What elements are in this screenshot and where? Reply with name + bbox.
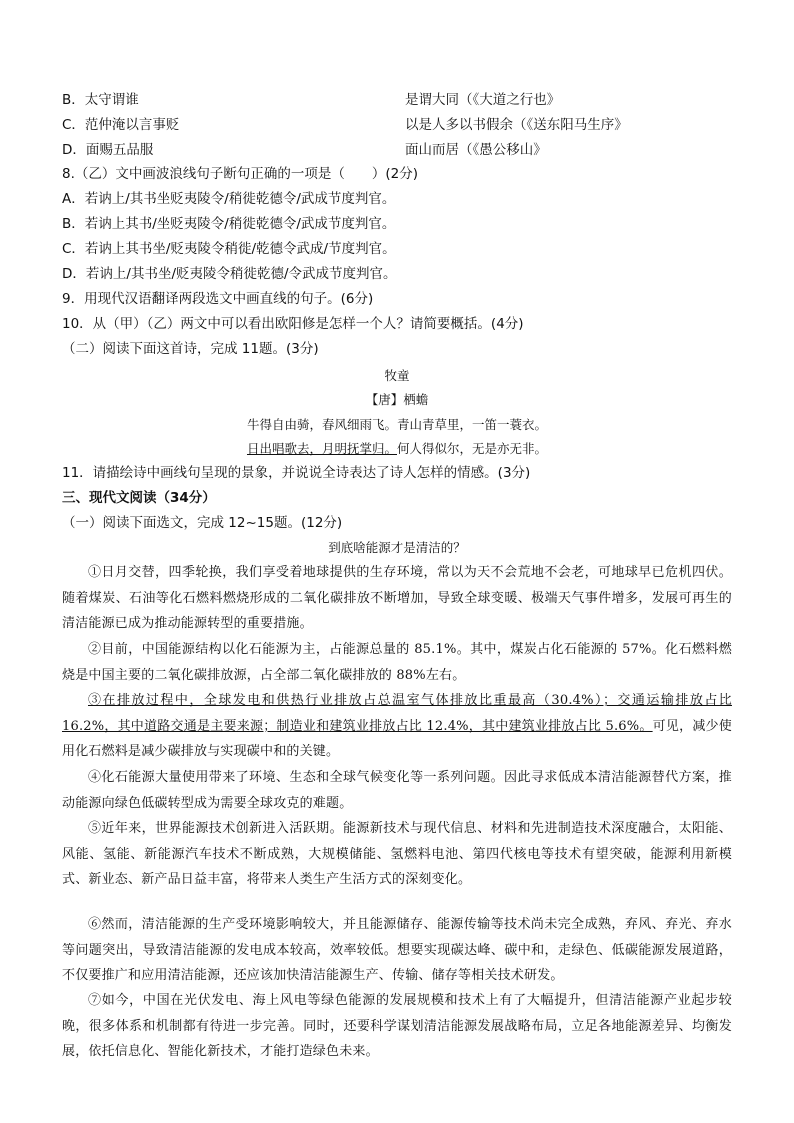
q8-option-c: C．若讷上其书坐/贬夷陵令稍徙/乾德令武成/节度判官。: [62, 241, 396, 257]
poem-line-1: 牛得自由骑，春风细雨飞。青山青草里，一笛一蓑衣。: [246, 417, 547, 432]
q8-option-b: B．若讷上其书/坐贬夷陵令/稍徙乾德令/武成节度判官。: [62, 216, 396, 232]
q7-option-c: [62, 115, 628, 135]
section2-heading: （二）阅读下面这首诗，完成 11题。(3分): [62, 341, 319, 357]
q8-option-d: D．若讷上/其书坐/贬夷陵令稍徙乾德/令武成节度判官。: [62, 266, 397, 282]
q7-option-b: [62, 90, 561, 110]
poem-title: 牧童: [384, 368, 410, 383]
q7-option-b-right: 是谓大同（《大道之行也》: [405, 92, 561, 108]
article-paragraph-3: [62, 688, 732, 765]
poem-line-2-rest: 何人得似尔，无是亦无非。: [397, 441, 548, 456]
part3-heading: 三、现代文阅读（34分）: [62, 490, 216, 506]
poem-author: 【唐】栖蟾: [365, 392, 429, 407]
q11-text: 11．请描绘诗中画线句呈现的景象，并说说全诗表达了诗人怎样的情感。(3分): [62, 465, 531, 481]
q9-text: 9．用现代汉语翻译两段选文中画直线的句子。(6分): [62, 291, 374, 307]
article-paragraph-3-underlined: ③在排放过程中，全球发电和供热行业排放占总温室气体排放比重最高（30.4%）；交通运输排放占比 16.2%，其中道路交通是主要来源；制造业和建筑业排放占比 12.4%，其中建筑业排放占比 5.6%。: [62, 693, 732, 734]
article-paragraph-5: ⑤近年来，世界能源技术创新进入活跃期。能源新技术与现代信息、材料和先进制造技术深度融合，太阳能、风能、氢能、新能源汽车技术不断成熟，大规模储能、氢燃料电池、第四代核电等技术有望突破，能源利用新模式、新业态、新产品日益丰富，将带来人类生产生活方式的深刻变化。: [62, 821, 732, 888]
q7-option-d-left: D．面赐五品服: [62, 142, 154, 158]
poem-line-2: [0, 439, 794, 459]
article-title: 到底啥能源才是清洁的？: [328, 540, 466, 555]
q7-option-c-right: 以是人多以书假余（《送东阳马生序》: [405, 117, 628, 133]
q10-text: 10．从（甲）（乙）两文中可以看出欧阳修是怎样一个人？请简要概括。(4分): [62, 316, 524, 332]
q7-option-c-left: C．范仲淹以言事贬: [62, 117, 180, 133]
article-paragraph-1: ①日月交替，四季轮换，我们享受着地球提供的生存环境，常以为天不会荒地不会老，可地球早已危机四伏。随着煤炭、石油等化石燃料燃烧形成的二氧化碳排放不断增加，导致全球变暖、极端天气事件增多，发展可再生的清洁能源已成为推动能源转型的重要措施。: [62, 565, 732, 632]
q8-option-a: A．若讷上/其书坐贬夷陵令/稍徙乾德令/武成节度判官。: [62, 191, 396, 207]
q7-option-b-left: B．太守谓谁: [62, 92, 139, 108]
part3-subheading: （一）阅读下面选文，完成 12~15题。(12分): [62, 515, 343, 531]
poem-underlined-lines: 日出唱歌去，月明抚掌归。: [246, 441, 397, 456]
q8-stem: 8.（乙）文中画波浪线句子断句正确的一项是（ ）(2分): [62, 166, 419, 182]
article-paragraph-3-rest: 可见，减少使用化石燃料是减少碳排放与实现碳中和的关键。: [62, 718, 732, 760]
article-paragraph-2: ②目前，中国能源结构以化石能源为主，占能源总量的 85.1%。其中，煤炭占化石能源的 57%。化石燃料燃烧是中国主要的二氧化碳排放源，占全部二氧化碳排放的 88%左右。: [62, 642, 732, 683]
article-paragraph-6: ⑥然而，清洁能源的生产受环境影响较大，并且能源储存、能源传输等技术尚未完全成熟，弃风、弃光、弃水等问题突出，导致清洁能源的发电成本较高，效率较低。想要实现碳达峰、碳中和，走绿色、低碳能源发展道路，不仅要推广和应用清洁能源，还应该加快清洁能源生产、传输、储存等相关技术研发。: [62, 917, 732, 984]
article-paragraph-7: ⑦如今，中国在光伏发电、海上风电等绿色能源的发展规模和技术上有了大幅提升，但清洁能源产业起步较晚，很多体系和机制都有待进一步完善。同时，还要科学谋划清洁能源发展战略布局，立足各地能源差异、均衡发展，依托信息化、智能化新技术，才能打造绿色未来。: [62, 993, 732, 1060]
article-paragraph-4: ④化石能源大量使用带来了环境、生态和全球气候变化等一系列问题。因此寻求低成本清洁能源替代方案，推动能源向绿色低碳转型成为需要全球攻克的难题。: [62, 770, 732, 811]
q7-option-d-right: 面山而居（《愚公移山》: [405, 142, 547, 158]
q7-option-d: [62, 140, 547, 160]
